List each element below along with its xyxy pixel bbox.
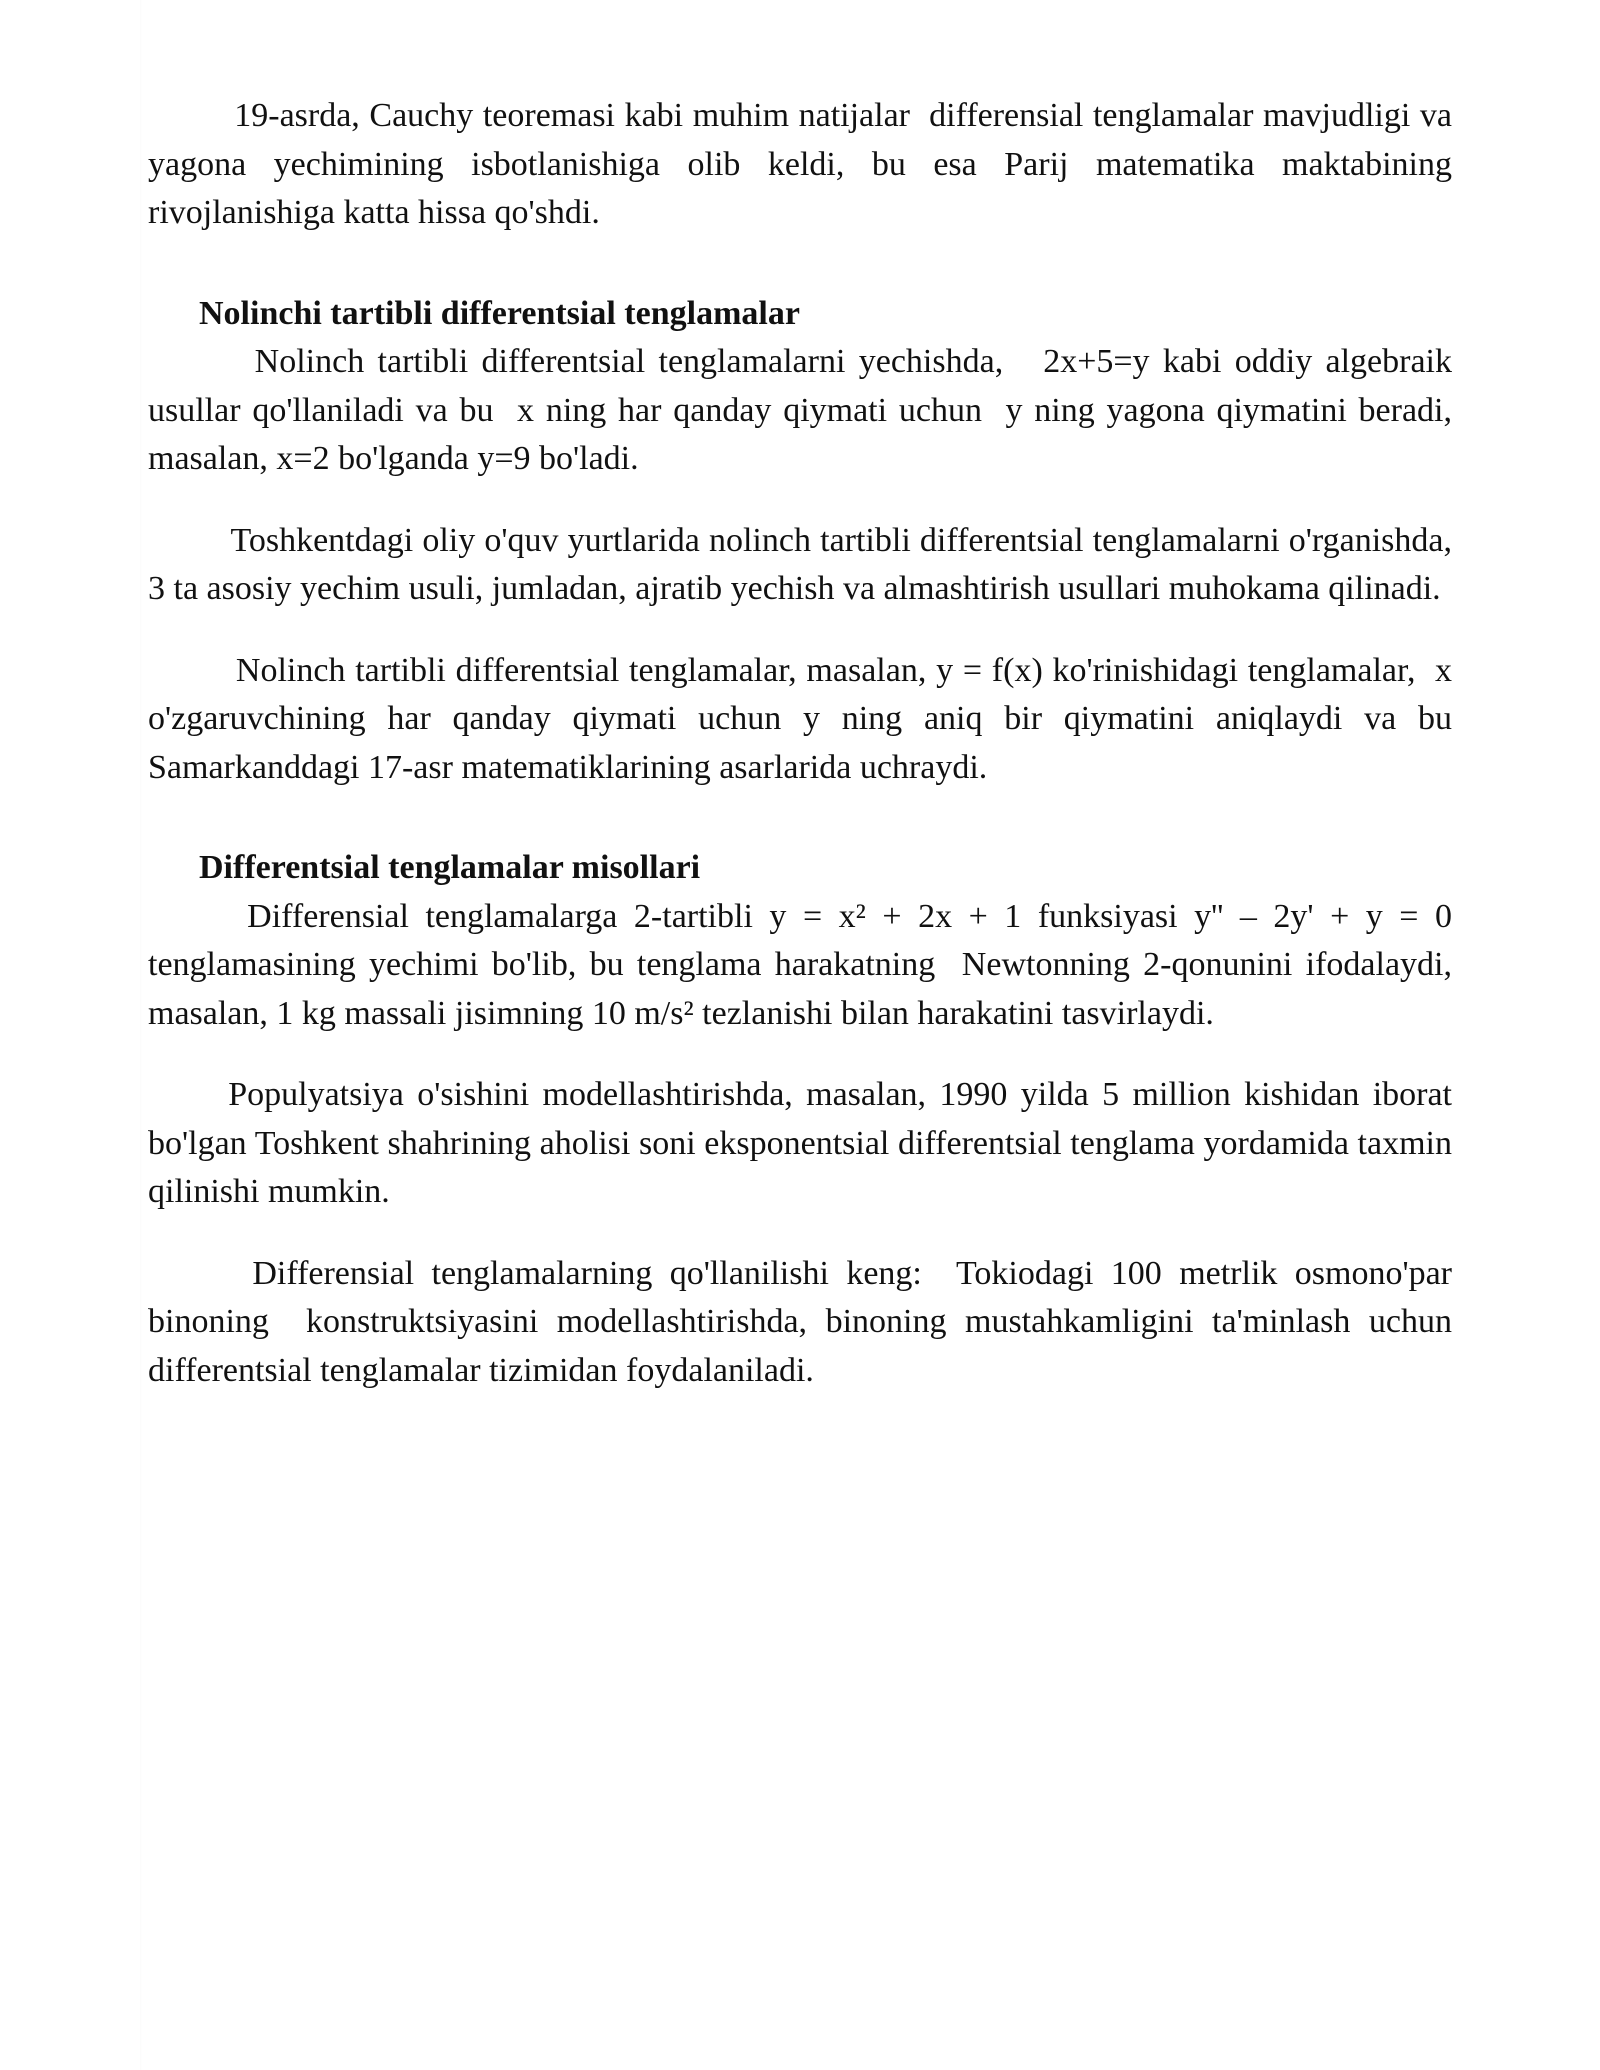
- paragraph-text: Nolinch tartibli differentsial tenglamalarni yechishda, 2x+5=y kabi oddiy algebraik usullar qo'llaniladi va bu x ning har qanday qiymati uchun y ning yagona qiymatini beradi, masalan, x=2 bo'lganda y=9 bo'ladi.: [148, 343, 1461, 477]
- paragraph-text: Nolinch tartibli differentsial tenglamalar, masalan, y = f(x) ko'rinishidagi tenglamalar, x o'zgaruvchining har qanday qiymati uchun y ning aniq bir qiymatini aniqlaydi va bu Samarkanddagi 17-asr matematiklarining asarlarida uchraydi.: [148, 651, 1461, 786]
- paragraph-text: Differensial tenglamalarning qo'llanilishi keng: Tokiodagi 100 metrlik osmono'par binoning konstruktsiyasini modellashtirishda, binoning mustahkamligini ta'minlash uchun differentsial tenglamalar tizimidan foydalaniladi.: [148, 1254, 1461, 1389]
- paragraph-applications: [148, 1250, 1461, 1396]
- document-body: [148, 92, 1461, 1395]
- paragraph-indent: [148, 343, 255, 380]
- paragraph-indent: [148, 652, 236, 689]
- paragraph-population-growth: [148, 1071, 1461, 1217]
- paragraph-tashkent-universities: [148, 517, 1461, 614]
- paragraph-y-equals-fx: [148, 647, 1461, 793]
- paragraph-second-order-example: [148, 893, 1461, 1039]
- paragraph-zero-order-algebraic: [148, 338, 1461, 484]
- paragraph-indent: [148, 898, 247, 935]
- section-heading-examples: [148, 844, 1452, 893]
- heading-indent: [148, 295, 199, 332]
- page-edge-shadow: [140, 0, 142, 2070]
- heading-indent: [148, 849, 199, 886]
- paragraph-text: Differensial tenglamalarga 2-tartibli y = x² + 2x + 1 funksiyasi y'' – 2y' + y = 0 tenglamasining yechimi bo'lib, bu tenglama harakatning Newtonning 2-qonunini ifodalaydi, masalan, 1 kg massali jisimning 10 m/s² tezlanishi bilan harakatini tasvirlaydi.: [148, 897, 1461, 1032]
- heading-text: Differentsial tenglamalar misollari: [199, 849, 701, 886]
- paragraph-text: 19-asrda, Cauchy teoremasi kabi muhim natijalar differensial tenglamalar mavjudligi va yagona yechimining isbotlanishiga olib keldi, bu esa Parij matematika maktabining rivojlanishiga katta hissa qo'shdi.: [148, 97, 1461, 231]
- paragraph-indent: [148, 97, 234, 134]
- paragraph-indent: [148, 1076, 228, 1113]
- paragraph-text: Toshkentdagi oliy o'quv yurtlarida nolinch tartibli differentsial tenglamalarni o'rganishda, 3 ta asosiy yechim usuli, jumladan, ajratib yechish va almashtirish usullari muhokama qilinadi.: [148, 521, 1461, 607]
- heading-text: Nolinchi tartibli differentsial tenglamalar: [199, 294, 800, 332]
- paragraph-indent: [148, 1255, 252, 1292]
- paragraph-text: Populyatsiya o'sishini modellashtirishda, masalan, 1990 yilda 5 million kishidan iborat bo'lgan Toshkent shahrining aholisi soni eksponentsial differentsial tenglama yordamida taxmin qilinishi mumkin.: [148, 1076, 1461, 1210]
- section-heading-zero-order: [148, 290, 1452, 339]
- paragraph-indent: [148, 522, 230, 559]
- paragraph-cauchy-theorem: [148, 92, 1461, 238]
